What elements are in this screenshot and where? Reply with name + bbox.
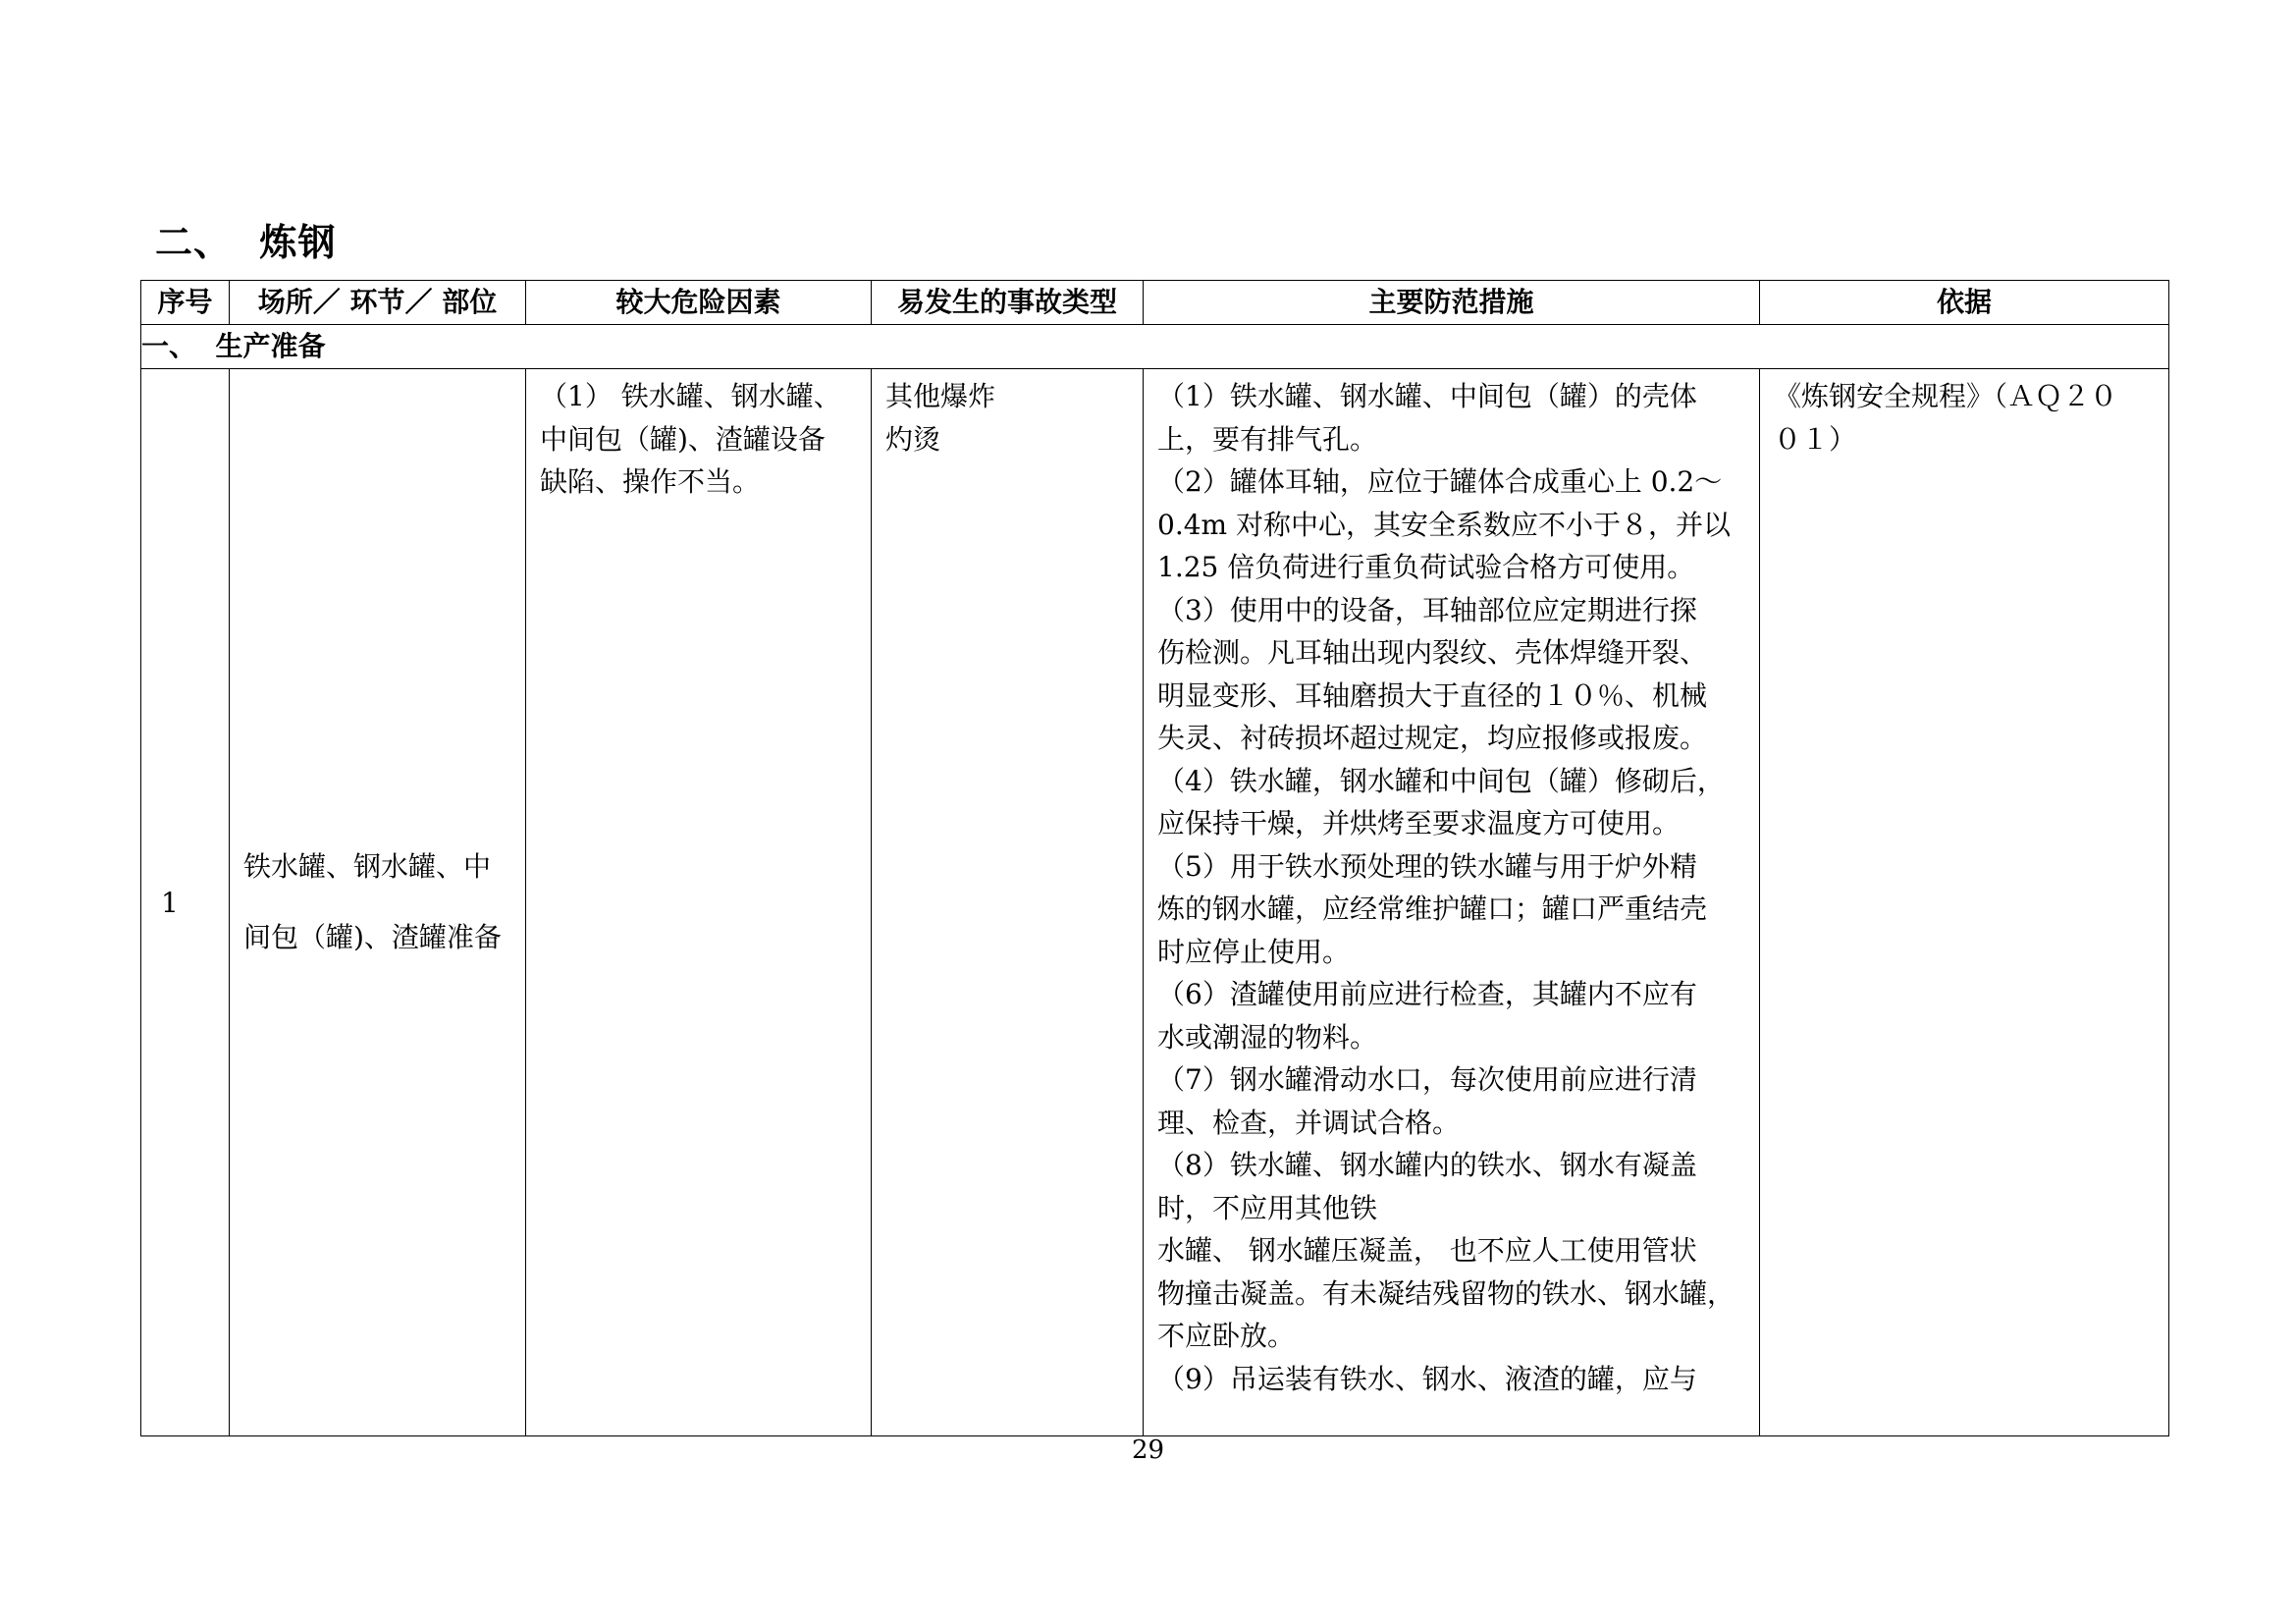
location-text — [243, 845, 513, 959]
text-line: 间包（罐)、渣罐准备 — [243, 921, 502, 953]
text-line: 水罐、 钢水罐压凝盖， 也不应人工使用管状 — [1157, 1234, 1697, 1267]
text-line: 中间包（罐)、渣罐设备 — [540, 422, 826, 456]
text-line: 水或潮湿的物料。 — [1157, 1020, 1378, 1054]
safety-table — [140, 280, 2169, 1436]
header-measures: 主要防范措施 — [1144, 281, 1760, 325]
text-line: （4）铁水罐，钢水罐和中间包（罐）修砌后， — [1157, 764, 1725, 797]
text-line: ０１） — [1774, 422, 1857, 456]
text-line: 时应停止使用。 — [1157, 935, 1351, 968]
text-line: （1）铁水罐、钢水罐、中间包（罐）的壳体 — [1157, 380, 1697, 412]
hazards-text — [526, 369, 871, 504]
row-number: 1 — [141, 369, 230, 1436]
page-number: 29 — [1131, 1435, 1165, 1465]
accident-types-text — [872, 369, 1143, 460]
text-line: （5）用于铁水预处理的铁水罐与用于炉外精 — [1157, 849, 1697, 883]
header-accident-types: 易发生的事故类型 — [872, 281, 1144, 325]
text-line: 物撞击凝盖。有未凝结残留物的铁水、钢水罐， — [1157, 1276, 1735, 1310]
section-title: 二、 炼钢 — [155, 221, 337, 264]
text-line: （6）渣罐使用前应进行检查，其罐内不应有 — [1157, 978, 1697, 1010]
group-row — [141, 325, 2169, 369]
text-line: 失灵、衬砖损坏超过规定，均应报修或报废。 — [1157, 722, 1708, 754]
table-header-row — [141, 281, 2169, 325]
text-line: 伤检测。凡耳轴出现内裂纹、壳体焊缝开裂、 — [1157, 636, 1708, 669]
text-line: （3）使用中的设备，耳轴部位应定期进行探 — [1157, 593, 1697, 626]
text-line: 缺陷、操作不当。 — [540, 465, 761, 498]
text-line: （7）钢水罐滑动水口，每次使用前应进行清 — [1157, 1063, 1697, 1096]
header-location: 场所／ 环节／ 部位 — [230, 281, 526, 325]
text-line: 明显变形、耳轴磨损大于直径的１０％、机械 — [1157, 678, 1708, 712]
text-line: 上，要有排气孔。 — [1157, 422, 1378, 456]
text-line: 不应卧放。 — [1157, 1320, 1296, 1352]
hazards-cell — [526, 369, 872, 1436]
header-num: 序号 — [141, 281, 230, 325]
text-line: （8）铁水罐、钢水罐内的铁水、钢水有凝盖 — [1157, 1149, 1697, 1181]
text-line: 《炼钢安全规程》（ＡＱ２０ — [1774, 380, 2118, 412]
text-line: 理、检查，并调试合格。 — [1157, 1106, 1461, 1139]
measures-text — [1144, 369, 1759, 1400]
text-line: （1） 铁水罐、钢水罐、 — [540, 380, 841, 412]
text-line: 应保持干燥，并烘烤至要求温度方可使用。 — [1157, 807, 1681, 839]
text-line: （2）罐体耳轴，应位于罐体合成重心上 0.2～ — [1157, 465, 1723, 498]
text-line: （9）吊运装有铁水、钢水、液渣的罐，应与 — [1157, 1362, 1697, 1395]
text-line: 时，不应用其他铁 — [1157, 1191, 1378, 1224]
text-line: 灼烫 — [885, 422, 941, 456]
text-line: 1.25 倍负荷进行重负荷试验合格方可使用。 — [1157, 551, 1695, 583]
group-label: 一、 生产准备 — [141, 325, 2169, 369]
basis-text — [1760, 369, 2168, 460]
header-basis: 依据 — [1760, 281, 2169, 325]
table-row — [141, 369, 2169, 1436]
text-line: 其他爆炸 — [885, 380, 996, 412]
accident-types-cell — [872, 369, 1144, 1436]
text-line: 铁水罐、钢水罐、中 — [243, 850, 492, 883]
measures-cell — [1144, 369, 1760, 1436]
basis-cell — [1760, 369, 2169, 1436]
text-line: 炼的钢水罐，应经常维护罐口；罐口严重结壳 — [1157, 893, 1708, 925]
text-line: 0.4m 对称中心，其安全系数应不小于８，并以 — [1157, 508, 1731, 541]
header-hazards: 较大危险因素 — [526, 281, 872, 325]
location-cell — [230, 369, 526, 1436]
